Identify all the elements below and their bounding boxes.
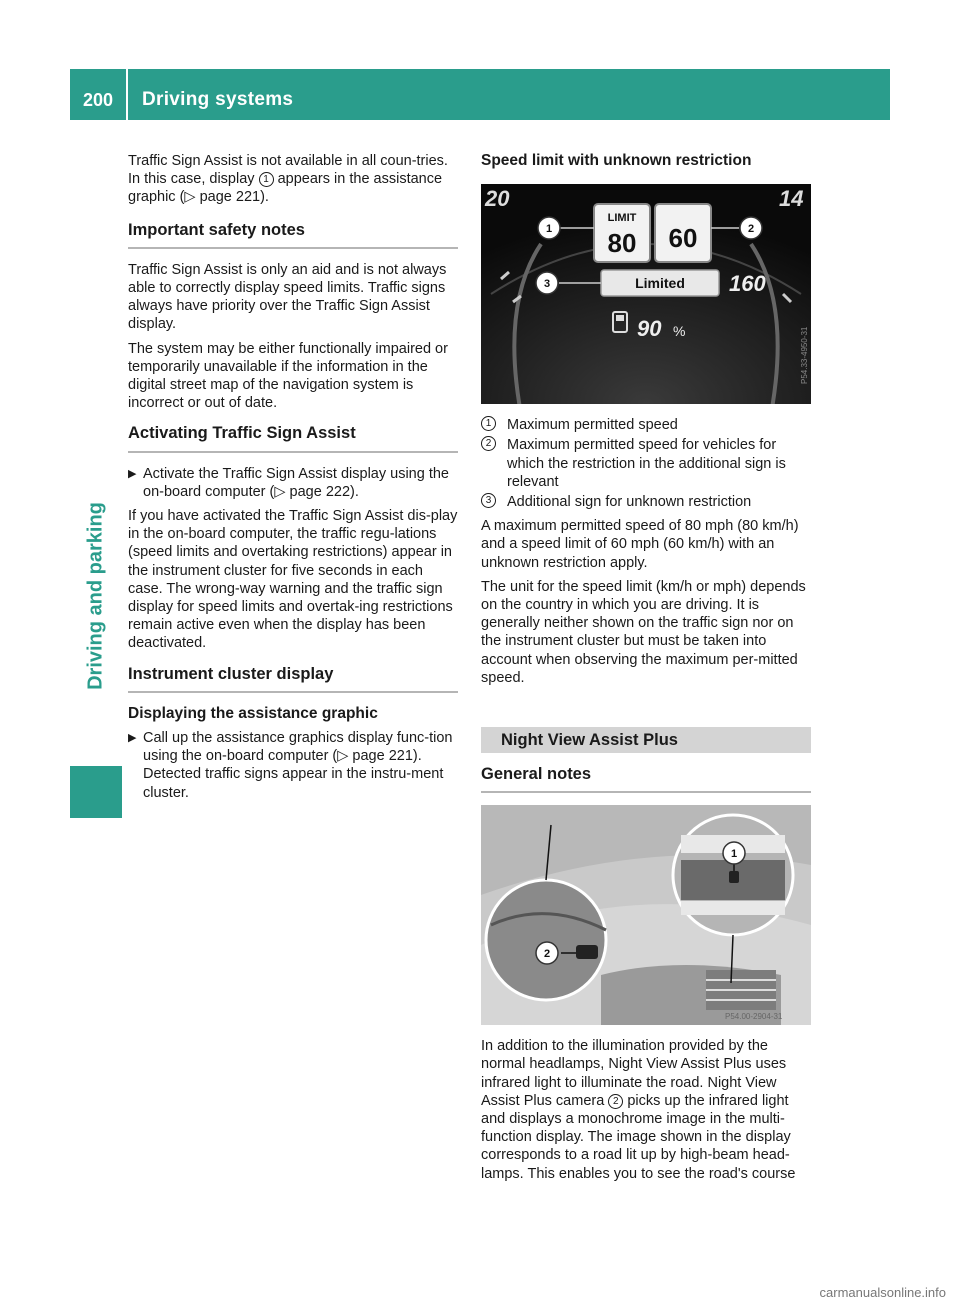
gauge-mark-left: 20 bbox=[485, 186, 510, 212]
side-tab-label: Driving and parking bbox=[84, 502, 107, 690]
general-paragraph: In addition to the illumination provided by the normal headlamps, Night View Assist Plus uses infrared light to illuminate the road. Night View Assist Plus camera 2 picks up the infrared light and displays a monochrome image in the multi-function display. The image shown in the display corresponds to a road lit up by high-beam head-lamps. This enables you to see the road's course bbox=[481, 1038, 796, 1182]
svg-text:3: 3 bbox=[543, 278, 551, 291]
heading-cluster: Instrument cluster display bbox=[128, 665, 458, 693]
limit-label: LIMIT bbox=[607, 212, 637, 225]
left-column bbox=[128, 152, 458, 808]
legend-item: 1 Maximum permitted speed bbox=[481, 416, 811, 434]
svg-text:2: 2 bbox=[747, 223, 755, 236]
heading-general-notes: General notes bbox=[481, 765, 811, 793]
arrow-right-icon: ▶ bbox=[128, 467, 137, 480]
section-title: Driving systems bbox=[142, 89, 294, 110]
page-ref-link[interactable]: ▷ page 221 bbox=[184, 189, 261, 206]
page-number: 200 bbox=[82, 90, 114, 110]
gauge-mark-160: 160 bbox=[729, 271, 766, 297]
figure-code: P54.33-4950-31 bbox=[800, 326, 809, 385]
safety-paragraph-1: Traffic Sign Assist is only an aid and is not always able to correctly display speed limits. Traffic signs always have priority over the Traffic Sign Assist display. bbox=[128, 261, 447, 333]
intro-paragraph: Traffic Sign Assist is not available in all coun-tries. In this case, display 1 appears in the assistance graphic (▷ page 221). bbox=[128, 153, 448, 206]
sign-60: 60 bbox=[668, 223, 698, 254]
figure-code: P54.00-2904-31 bbox=[725, 1012, 783, 1022]
fuel-level: 90 bbox=[637, 316, 662, 342]
activate-step: ▶ Activate the Traffic Sign Assist display using the on-board computer (▷ page 222). bbox=[128, 465, 450, 500]
speed-paragraph-2: The unit for the speed limit (km/h or mph) depends on the country in which you are driving. It is generally neither shown on the traffic sign nor on the instrument cluster but must be taken into account when observing the maximum per-mitted speed. bbox=[481, 578, 806, 686]
gauge-mark-right: 14 bbox=[779, 186, 804, 212]
legend-item: 3 Additional sign for unknown restriction bbox=[481, 493, 811, 511]
svg-text:2: 2 bbox=[543, 948, 551, 961]
svg-text:1: 1 bbox=[730, 848, 738, 861]
activate-paragraph: If you have activated the Traffic Sign Assist dis-play in the on-board computer, the traffic regu-lations (speed limits and overtaking restrictions) appear in the instrument cluster for five seconds in each case. The wrong-way warning and the traffic sign display for speed limits and overtak-ing restrictions remain active even when the display has been deactivated. bbox=[128, 508, 458, 652]
heading-activate: Activating Traffic Sign Assist bbox=[128, 424, 458, 452]
instrument-cluster-figure bbox=[481, 184, 811, 404]
vehicle-front-figure bbox=[481, 805, 811, 1025]
arrow-right-icon: ▶ bbox=[128, 732, 137, 745]
callout-1-icon: 1 bbox=[259, 172, 274, 187]
side-tab-label-box bbox=[72, 502, 120, 690]
legend-item: 2 Maximum permitted speed for vehicles for which the restriction in the additional sign is relevant bbox=[481, 436, 811, 491]
fuel-unit: % bbox=[673, 323, 686, 340]
section-band: Night View Assist Plus bbox=[481, 727, 811, 753]
heading-safety: Important safety notes bbox=[128, 221, 458, 249]
legend-list bbox=[481, 416, 811, 511]
header-separator bbox=[126, 69, 128, 120]
callout-2-icon: 2 bbox=[608, 1094, 623, 1109]
sign-80: 80 bbox=[607, 228, 637, 259]
side-tab-marker bbox=[70, 766, 122, 818]
heading-graphic: Displaying the assistance graphic bbox=[128, 704, 378, 722]
safety-paragraph-2: The system may be either functionally impaired or temporarily unavailable if the information in the digital street map of the navigation system is incorrect or out of date. bbox=[128, 340, 448, 412]
limited-label: Limited bbox=[635, 275, 685, 292]
right-column bbox=[481, 152, 811, 1189]
graphic-step: ▶ Call up the assistance graphics display func-tion using the on-board computer (▷ page 221). Detected traffic signs appear in the instru-ment cluster. bbox=[128, 730, 453, 801]
heading-speed-limit: Speed limit with unknown restriction bbox=[481, 152, 752, 169]
speed-paragraph-1: A maximum permitted speed of 80 mph (80 km/h) and a speed limit of 60 mph (60 km/h) with an unknown restriction apply. bbox=[481, 518, 799, 571]
svg-text:1: 1 bbox=[545, 223, 553, 236]
watermark: carmanualsonline.info bbox=[819, 1285, 946, 1300]
